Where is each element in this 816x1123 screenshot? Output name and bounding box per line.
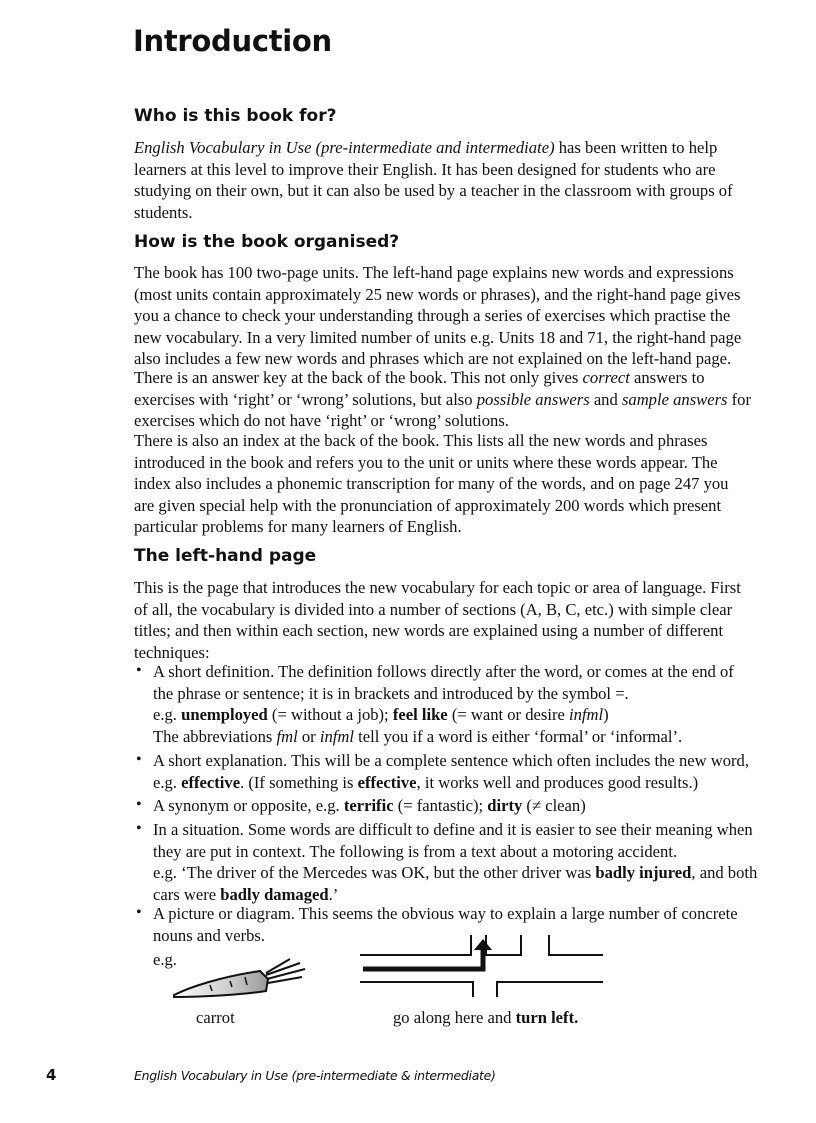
text-line	[134, 620, 741, 642]
italic-text: fml	[276, 726, 298, 746]
text-line	[153, 819, 757, 841]
text-run: A short definition. The definition follows directly after the word, or comes at the end of	[153, 662, 734, 681]
italic-text: infml	[319, 726, 354, 746]
bullet-icon: •	[136, 751, 142, 768]
text-run: tell you if a word is either ‘formal’ or ‘informal’.	[353, 726, 683, 746]
text-line	[134, 430, 728, 452]
text-line	[134, 599, 741, 621]
bullet-item	[153, 819, 757, 905]
text-run: (most units contain approximately 25 new words or phrases), and the right-hand page gives	[134, 284, 741, 304]
text-line	[153, 884, 757, 906]
paragraph	[134, 367, 751, 432]
text-run: . (If something is	[240, 772, 358, 792]
text-run: exercises which do not have ‘right’ or ‘wrong’ solutions.	[134, 411, 509, 430]
text-line	[153, 683, 734, 705]
text-run: answers to	[629, 368, 705, 387]
text-line	[153, 726, 734, 748]
diagram-caption	[393, 1008, 578, 1028]
text-run: students.	[134, 202, 193, 222]
text-run: you a chance to check your understanding through a series of exercises which practise the	[134, 306, 731, 325]
paragraph	[134, 577, 741, 663]
text-run: (≠ clean)	[522, 796, 586, 815]
text-run: for	[727, 389, 751, 409]
text-line	[134, 327, 741, 349]
text-line	[134, 410, 751, 432]
text-run: This is the page that introduces the new vocabulary for each topic or area of language. First	[134, 578, 741, 597]
text-run: the phrase or sentence; it is in brackets and introduced by the symbol =.	[153, 683, 629, 703]
text-run: A short explanation. This will be a complete sentence which often includes the new word,	[153, 751, 749, 770]
bullet-icon: •	[136, 796, 142, 813]
text-run: In a situation. Some words are difficult to define and it is easier to see their meaning when	[153, 820, 753, 839]
footer-book-title: English Vocabulary in Use (pre-intermediate & intermediate)	[134, 1068, 496, 1083]
italic-text: possible answers	[476, 389, 590, 409]
text-run: index also includes a phonemic transcription for many of the words, and on page 247 you	[134, 474, 729, 493]
bullet-item	[153, 750, 749, 793]
text-run: The abbreviations	[153, 726, 277, 746]
bold-term: dirty	[487, 796, 523, 815]
text-line	[134, 389, 751, 411]
paragraph	[134, 430, 728, 538]
text-run: titles; and then within each section, new words are explained using a number of different	[134, 621, 724, 640]
text-line	[134, 516, 728, 538]
text-line	[153, 795, 586, 817]
text-run: There is also an index at the back of the book. This lists all the new words and phrases	[134, 431, 708, 450]
text-run: (= want or desire	[447, 705, 569, 724]
text-run: studying on their own, but it can also be used by a teacher in the classroom with groups of	[134, 181, 733, 200]
italic-text: English Vocabulary in Use (pre-intermediate and intermediate)	[134, 138, 555, 157]
bullet-item	[153, 661, 734, 747]
text-line	[134, 452, 728, 474]
text-run: e.g. ‘The driver of the Mercedes was OK, but the other driver was	[153, 863, 596, 882]
text-run: techniques:	[134, 642, 210, 662]
carrot-caption: carrot	[196, 1008, 235, 1027]
bold-term: effective	[357, 772, 417, 792]
text-run: exercises with ‘right’ or ‘wrong’ solutions, but also	[134, 389, 477, 409]
text-line	[134, 284, 741, 306]
text-line	[153, 862, 757, 884]
text-run: e.g.	[153, 705, 182, 724]
text-run: (= fantastic);	[393, 796, 488, 815]
text-line	[153, 661, 734, 683]
page-number: 4	[46, 1066, 57, 1084]
bold-term: effective	[181, 772, 241, 792]
text-line	[134, 495, 728, 517]
text-line	[134, 262, 741, 284]
text-line	[134, 202, 733, 224]
paragraph	[134, 262, 741, 370]
text-run: or	[297, 726, 320, 746]
bullet-item	[153, 795, 586, 817]
text-line	[134, 473, 728, 495]
page-title: Introduction	[133, 24, 332, 58]
text-run: new vocabulary. In a very limited number of units e.g. Units 18 and 71, the right-hand page	[134, 327, 742, 347]
text-run: The book has 100 two-page units. The left-hand page explains new words and expressions	[134, 263, 734, 282]
text-run: and	[589, 389, 622, 409]
text-line	[153, 841, 757, 863]
bullet-icon: •	[136, 904, 142, 921]
text-line	[153, 750, 749, 772]
text-run: introduced in the book and refers you to the unit or units where these words appear. The	[134, 452, 718, 472]
bold-term: terrific	[343, 796, 394, 815]
arrow-icon	[474, 939, 492, 950]
text-run: e.g.	[153, 772, 182, 792]
text-run: A picture or diagram. This seems the obvious way to explain a large number of concrete	[153, 904, 738, 923]
text-run: )	[603, 705, 609, 724]
text-run: (= without a job);	[267, 705, 393, 724]
text-run: also includes a few new words and phrases which are not explained on the left-hand page.	[134, 349, 732, 368]
bold-term: unemployed	[181, 705, 268, 724]
section-heading: How is the book organised?	[134, 232, 400, 252]
section-heading: The left-hand page	[134, 546, 317, 566]
text-run: A synonym or opposite, e.g.	[153, 796, 344, 815]
example-label: e.g.	[153, 950, 177, 969]
text-run: particular problems for many learners of English.	[134, 517, 462, 536]
text-line	[153, 772, 749, 794]
text-line	[134, 305, 741, 327]
text-line	[134, 159, 733, 181]
caption-bold-text: turn left.	[515, 1008, 579, 1027]
text-line	[134, 577, 741, 599]
bullet-icon: •	[136, 662, 142, 679]
bold-term: feel like	[392, 705, 448, 724]
section-heading: Who is this book for?	[134, 106, 337, 126]
italic-text: correct	[582, 368, 630, 387]
text-run: learners at this level to improve their English. It has been designed for students who are	[134, 159, 716, 179]
text-run: nouns and verbs.	[153, 925, 265, 945]
paragraph	[134, 137, 733, 223]
text-run: are given special help with the pronunciation of approximately 200 words which present	[134, 495, 722, 515]
text-line	[134, 137, 733, 159]
text-line	[153, 704, 734, 726]
text-run: There is an answer key at the back of the book. This not only gives	[134, 368, 583, 387]
italic-text: infml	[569, 705, 604, 724]
text-run: , it works well and produces good results.)	[416, 772, 699, 792]
text-run: , and both	[691, 863, 758, 882]
text-line	[134, 642, 741, 664]
bold-term: badly injured	[595, 863, 692, 882]
bold-term: badly damaged	[220, 884, 329, 904]
text-run: .’	[328, 884, 339, 904]
text-line	[134, 367, 751, 389]
text-run: cars were	[153, 884, 221, 904]
text-line	[153, 903, 738, 925]
bullet-icon: •	[136, 820, 142, 837]
carrot-illustration	[150, 955, 320, 1000]
text-line	[134, 180, 733, 202]
text-run: of all, the vocabulary is divided into a number of sections (A, B, C, etc.) with simple clear	[134, 599, 733, 619]
italic-text: sample answers	[621, 389, 728, 409]
text-run: they are put in context. The following is from a text about a motoring accident.	[153, 841, 678, 861]
turn-left-diagram	[355, 935, 615, 1000]
text-run: has been written to help	[554, 138, 718, 157]
caption-text: go along here and	[393, 1008, 516, 1027]
